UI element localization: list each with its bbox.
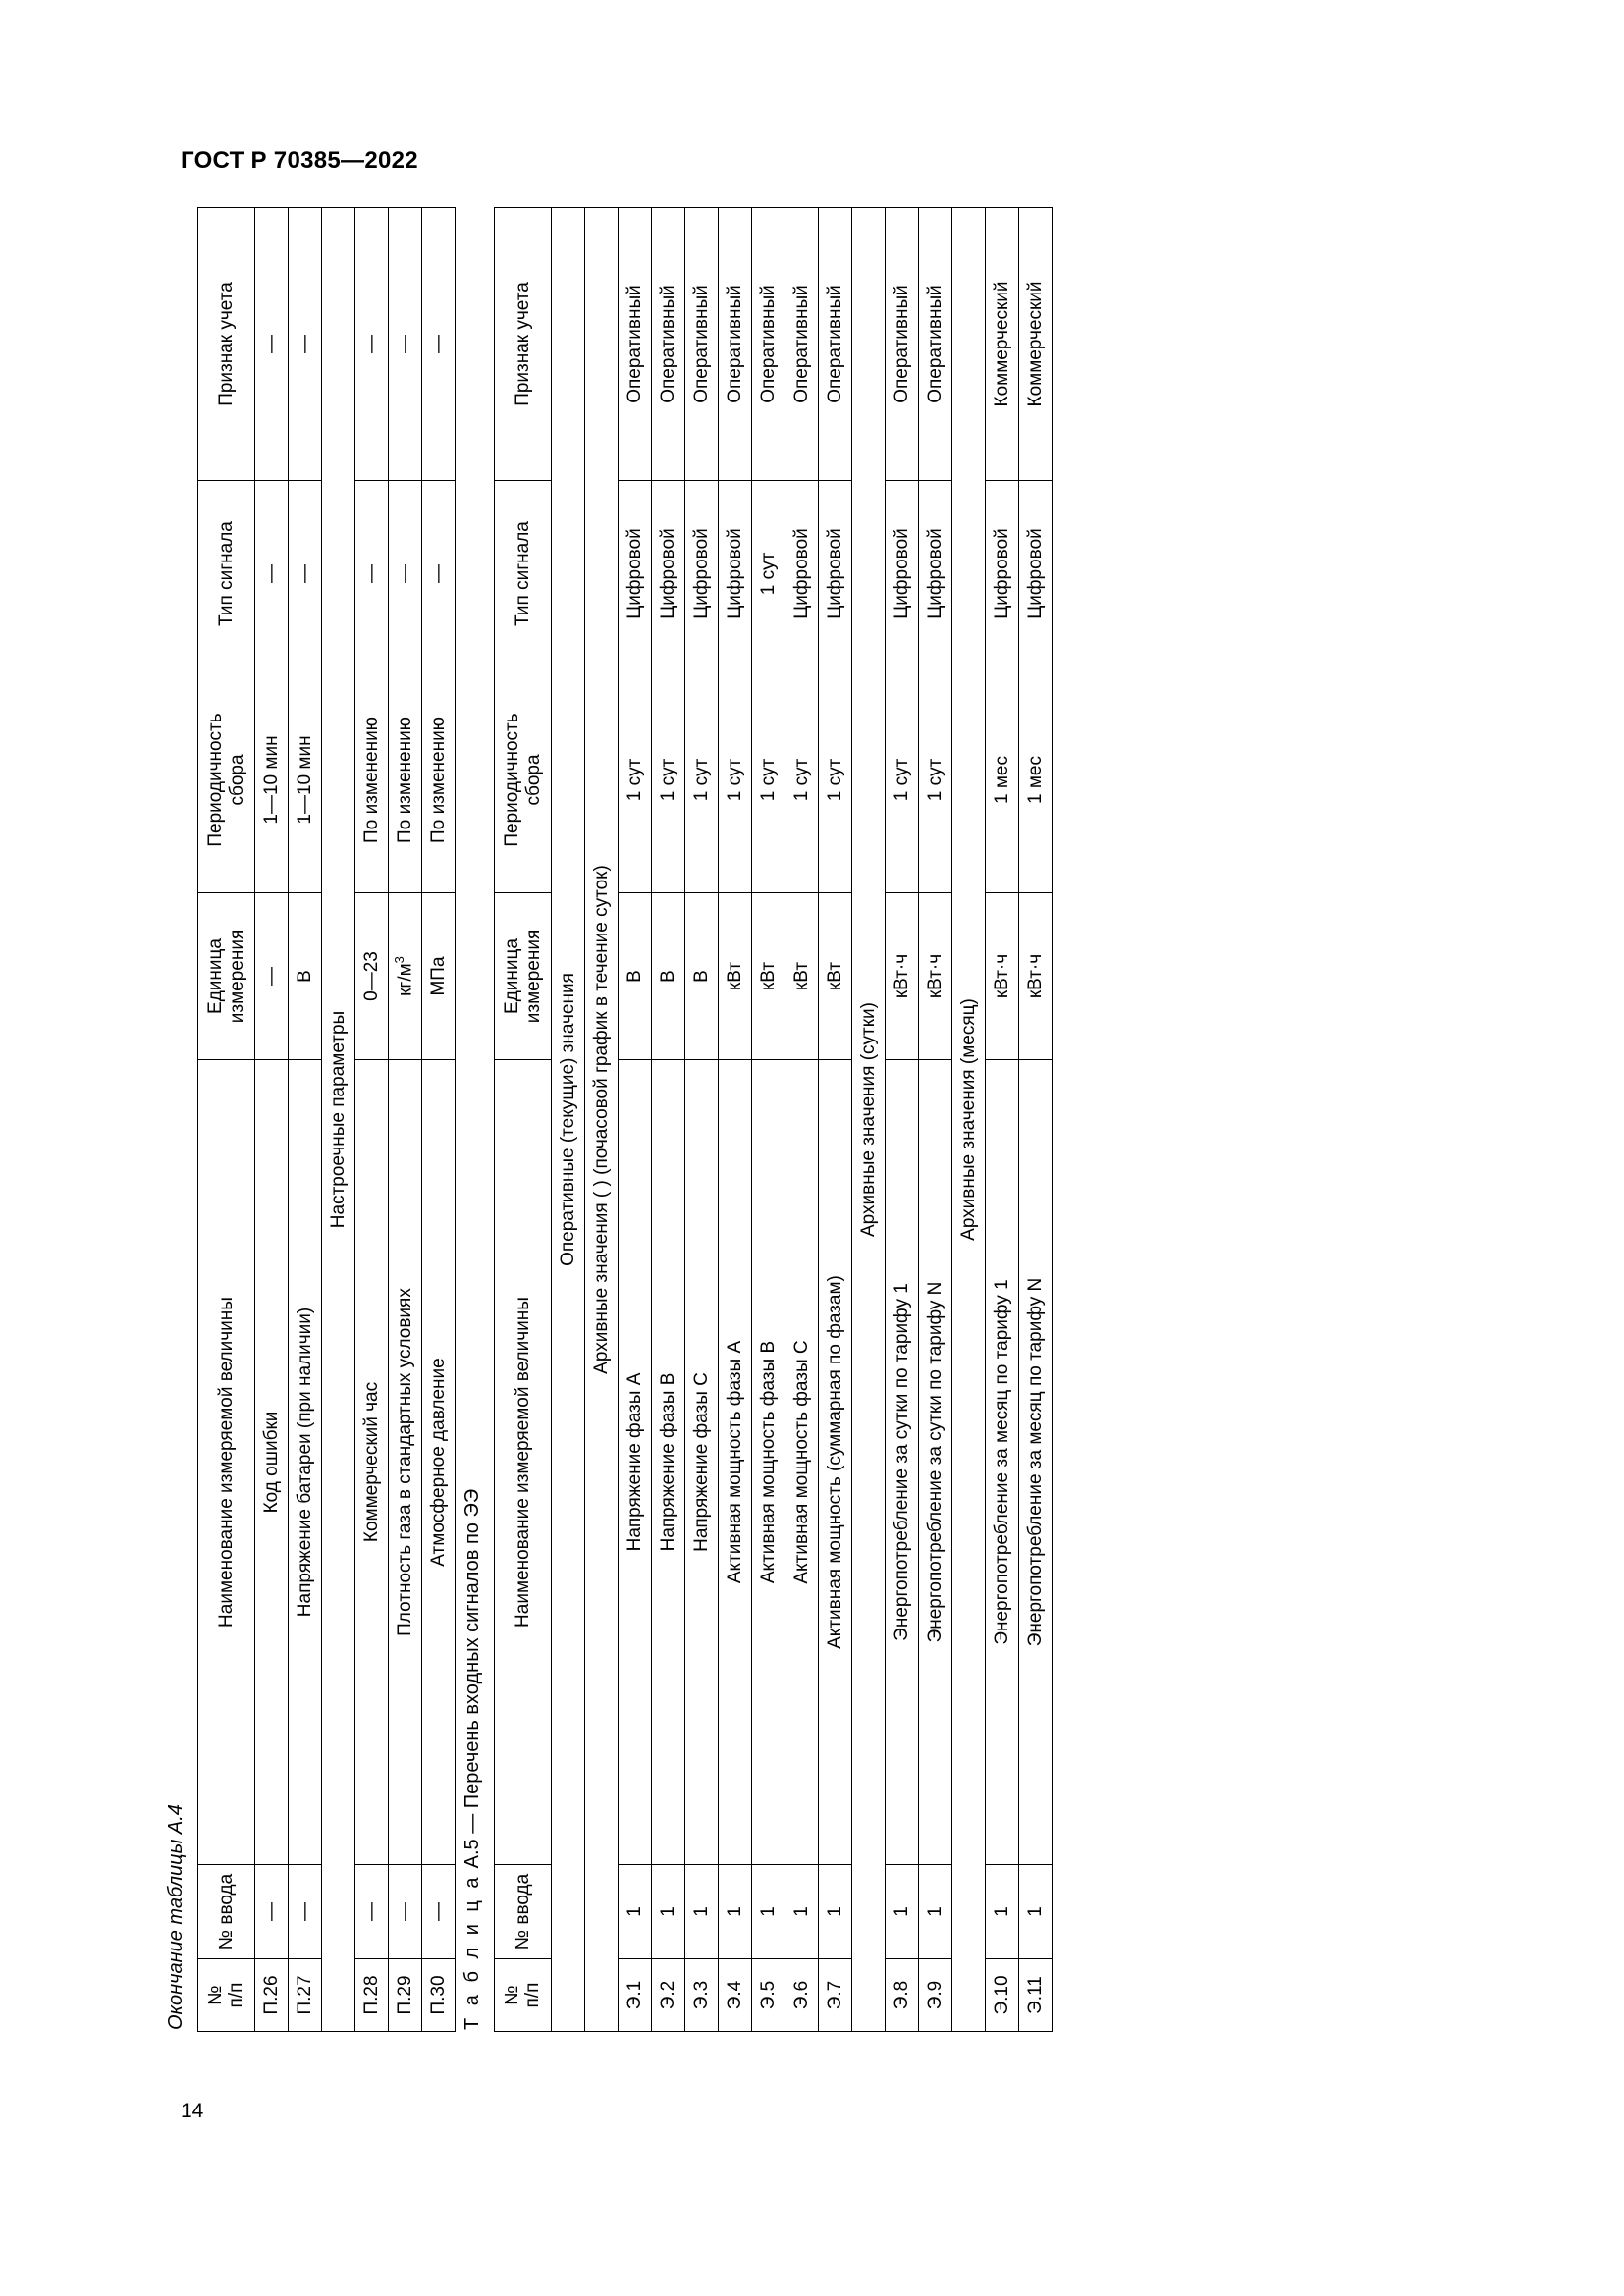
- table-row: [289, 208, 322, 2032]
- cell-no: П.29: [389, 1959, 422, 2032]
- col-header-period: Периодичность сбора: [495, 667, 552, 893]
- cell-period: 1 сут: [685, 667, 719, 893]
- cell-name: Активная мощность фазы С: [785, 1060, 819, 1865]
- table-section-row: [952, 208, 986, 2032]
- cell-input: 1: [819, 1865, 852, 1959]
- table-a5-stage: [461, 196, 1046, 2032]
- cell-unit: —: [255, 893, 289, 1060]
- cell-input: —: [389, 1865, 422, 1959]
- col-header-accounting: Признак учета: [198, 208, 255, 481]
- table-row: [422, 208, 456, 2032]
- table-section-row: [552, 208, 585, 2032]
- table-row: [886, 208, 919, 2032]
- cell-signal: Цифровой: [652, 481, 685, 667]
- cell-accounting: Оперативный: [685, 208, 719, 481]
- cell-no: Э.8: [886, 1959, 919, 2032]
- cell-input: 1: [785, 1865, 819, 1959]
- cell-period: 1 сут: [819, 667, 852, 893]
- table-row: [919, 208, 952, 2032]
- col-header-unit: Единица измерения: [495, 893, 552, 1060]
- cell-unit: В: [289, 893, 322, 1060]
- col-header-unit: Единица измерения: [198, 893, 255, 1060]
- cell-signal: —: [289, 481, 322, 667]
- cell-input: —: [355, 1865, 389, 1959]
- cell-no: Э.1: [619, 1959, 652, 2032]
- section-title-daily: Архивные значения (сутки): [852, 208, 886, 2032]
- cell-no: П.27: [289, 1959, 322, 2032]
- cell-signal: Цифровой: [785, 481, 819, 667]
- col-header-period: Периодичность сбора: [198, 667, 255, 893]
- cell-name: Напряжение батареи (при наличии): [289, 1060, 322, 1865]
- cell-period: 1 сут: [752, 667, 785, 893]
- table-row: [255, 208, 289, 2032]
- table-a4: [197, 207, 456, 2032]
- table-a5-caption: Т а б л и ц а А.5 — Перечень входных сигналов по ЭЭ: [461, 1488, 483, 2030]
- page-number: 14: [181, 2100, 204, 2122]
- table-row: [986, 208, 1019, 2032]
- section-title-monthly: Архивные значения (месяц): [952, 208, 986, 2032]
- cell-name: Плотность газа в стандартных условиях: [389, 1060, 422, 1865]
- cell-accounting: Оперативный: [785, 208, 819, 481]
- col-header-no: № п/п: [495, 1959, 552, 2032]
- cell-input: 1: [886, 1865, 919, 1959]
- cell-accounting: —: [255, 208, 289, 481]
- cell-name: Энергопотребление за месяц по тарифу N: [1019, 1060, 1053, 1865]
- cell-unit: кВт·ч: [1019, 893, 1053, 1060]
- cell-input: 1: [1019, 1865, 1053, 1959]
- cell-no: П.30: [422, 1959, 456, 2032]
- cell-input: —: [422, 1865, 456, 1959]
- section-title-hourly: Архивные значения ( ) (почасовой график в течение суток): [585, 208, 619, 2032]
- cell-unit: В: [619, 893, 652, 1060]
- col-header-name: Наименование измеряемой величины: [495, 1060, 552, 1865]
- cell-period: По изменению: [355, 667, 389, 893]
- col-header-no: № п/п: [198, 1959, 255, 2032]
- cell-signal: Цифровой: [619, 481, 652, 667]
- table-row: [719, 208, 752, 2032]
- col-header-input: № ввода: [495, 1865, 552, 1959]
- cell-name: Энергопотребление за сутки по тарифу N: [919, 1060, 952, 1865]
- cell-accounting: Оперативный: [819, 208, 852, 481]
- section-title: Настроечные параметры: [322, 208, 355, 2032]
- cell-period: По изменению: [422, 667, 456, 893]
- cell-accounting: Оперативный: [652, 208, 685, 481]
- cell-period: 1 сут: [919, 667, 952, 893]
- cell-input: 1: [719, 1865, 752, 1959]
- cell-input: 1: [919, 1865, 952, 1959]
- table-a4-stage: [165, 196, 449, 2032]
- table-section-row: [585, 208, 619, 2032]
- cell-accounting: Коммерческий: [1019, 208, 1053, 481]
- cell-no: Э.4: [719, 1959, 752, 2032]
- cell-signal: Цифровой: [819, 481, 852, 667]
- cell-name: Код ошибки: [255, 1060, 289, 1865]
- cell-signal: Цифровой: [986, 481, 1019, 667]
- cell-period: 1—10 мин: [255, 667, 289, 893]
- cell-accounting: —: [422, 208, 456, 481]
- table-row: [355, 208, 389, 2032]
- cell-input: 1: [752, 1865, 785, 1959]
- cell-period: 1 сут: [785, 667, 819, 893]
- cell-no: Э.3: [685, 1959, 719, 2032]
- col-header-name: Наименование измеряемой величины: [198, 1060, 255, 1865]
- table-a5-header-row: [495, 208, 552, 2032]
- cell-input: 1: [986, 1865, 1019, 1959]
- table-row: [652, 208, 685, 2032]
- col-header-input: № ввода: [198, 1865, 255, 1959]
- table-a4-header-row: [198, 208, 255, 2032]
- cell-signal: Цифровой: [1019, 481, 1053, 667]
- cell-period: 1 мес: [1019, 667, 1053, 893]
- col-header-signal: Тип сигнала: [198, 481, 255, 667]
- col-header-signal: Тип сигнала: [495, 481, 552, 667]
- cell-unit: В: [652, 893, 685, 1060]
- table-row: [785, 208, 819, 2032]
- cell-accounting: —: [289, 208, 322, 481]
- cell-unit: кВт·ч: [886, 893, 919, 1060]
- cell-no: Э.9: [919, 1959, 952, 2032]
- cell-accounting: Оперативный: [619, 208, 652, 481]
- cell-period: 1 мес: [986, 667, 1019, 893]
- section-title-current: Оперативные (текущие) значения: [552, 208, 585, 2032]
- cell-signal: Цифровой: [719, 481, 752, 667]
- cell-period: 1 сут: [886, 667, 919, 893]
- table-section-row: [322, 208, 355, 2032]
- cell-name: Энергопотребление за месяц по тарифу 1: [986, 1060, 1019, 1865]
- cell-name: Атмосферное давление: [422, 1060, 456, 1865]
- cell-period: 1 сут: [719, 667, 752, 893]
- cell-name: Энергопотребление за сутки по тарифу 1: [886, 1060, 919, 1865]
- cell-accounting: Оперативный: [886, 208, 919, 481]
- cell-accounting: —: [355, 208, 389, 481]
- cell-period: 1 сут: [619, 667, 652, 893]
- cell-signal: Цифровой: [685, 481, 719, 667]
- cell-no: Э.7: [819, 1959, 852, 2032]
- col-header-accounting: Признак учета: [495, 208, 552, 481]
- cell-input: —: [255, 1865, 289, 1959]
- cell-accounting: Оперативный: [919, 208, 952, 481]
- cell-no: Э.11: [1019, 1959, 1053, 2032]
- cell-signal: Цифровой: [886, 481, 919, 667]
- table-section-row: [852, 208, 886, 2032]
- cell-signal: —: [389, 481, 422, 667]
- cell-name: Напряжение фазы С: [685, 1060, 719, 1865]
- cell-unit: кВт·ч: [919, 893, 952, 1060]
- cell-accounting: —: [389, 208, 422, 481]
- cell-period: 1—10 мин: [289, 667, 322, 893]
- cell-unit: кВт: [752, 893, 785, 1060]
- cell-signal: Цифровой: [919, 481, 952, 667]
- cell-signal: 1 сут: [752, 481, 785, 667]
- table-a5: [494, 207, 1053, 2032]
- cell-input: 1: [619, 1865, 652, 1959]
- cell-no: Э.2: [652, 1959, 685, 2032]
- cell-accounting: Оперативный: [752, 208, 785, 481]
- cell-unit: В: [685, 893, 719, 1060]
- cell-unit: кВт: [719, 893, 752, 1060]
- table-row: [1019, 208, 1053, 2032]
- cell-accounting: Оперативный: [719, 208, 752, 481]
- cell-name: Активная мощность фазы В: [752, 1060, 785, 1865]
- cell-name: Активная мощность фазы А: [719, 1060, 752, 1865]
- cell-name: Напряжение фазы А: [619, 1060, 652, 1865]
- cell-no: Э.10: [986, 1959, 1019, 2032]
- cell-name: Активная мощность (суммарная по фазам): [819, 1060, 852, 1865]
- table-row: [619, 208, 652, 2032]
- table-row: [819, 208, 852, 2032]
- cell-signal: —: [355, 481, 389, 667]
- cell-no: П.28: [355, 1959, 389, 2032]
- cell-period: По изменению: [389, 667, 422, 893]
- cell-unit: кВт: [819, 893, 852, 1060]
- cell-no: П.26: [255, 1959, 289, 2032]
- cell-unit: кВт·ч: [986, 893, 1019, 1060]
- page-title: ГОСТ Р 70385—2022: [181, 147, 418, 174]
- cell-period: 1 сут: [652, 667, 685, 893]
- cell-unit: 0—23: [355, 893, 389, 1060]
- table-row: [752, 208, 785, 2032]
- table-a4-caption: Окончание таблицы А.4: [165, 1804, 187, 2030]
- cell-signal: —: [422, 481, 456, 667]
- cell-unit: $кг/м^3$: [389, 893, 422, 1060]
- cell-unit: кВт: [785, 893, 819, 1060]
- cell-no: Э.5: [752, 1959, 785, 2032]
- cell-no: Э.6: [785, 1959, 819, 2032]
- cell-input: 1: [685, 1865, 719, 1959]
- cell-input: 1: [652, 1865, 685, 1959]
- cell-name: Напряжение фазы В: [652, 1060, 685, 1865]
- table-row: [685, 208, 719, 2032]
- cell-input: —: [289, 1865, 322, 1959]
- cell-name: Коммерческий час: [355, 1060, 389, 1865]
- table-row: [389, 208, 422, 2032]
- cell-signal: —: [255, 481, 289, 667]
- cell-accounting: Коммерческий: [986, 208, 1019, 481]
- cell-unit: МПа: [422, 893, 456, 1060]
